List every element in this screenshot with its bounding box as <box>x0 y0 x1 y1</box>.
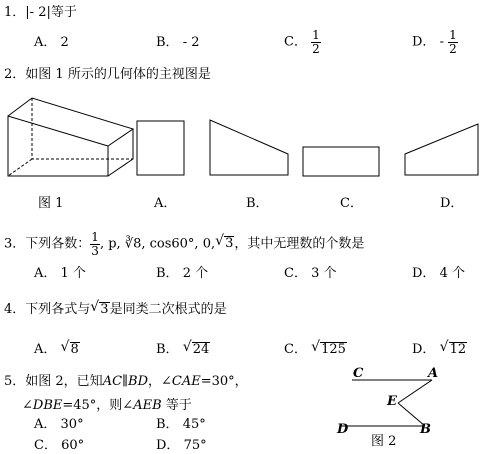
q5-line-2: ∠DBE=45°，则∠AEB 等于 <box>22 398 192 413</box>
q4-option-b[interactable]: B． √ 24 <box>156 342 210 357</box>
option-a-square[interactable] <box>137 121 184 175</box>
q4-stem <box>4 302 227 317</box>
figure-2-caption: 图 2 <box>371 434 397 449</box>
q1-option-d[interactable]: D． - $\frac{1}{2}$ <box>412 28 457 56</box>
q3-stem <box>4 231 364 257</box>
fig2-point-d: D <box>337 422 349 437</box>
q3-prefix: 下列各数： <box>25 236 91 252</box>
fig2-point-c: C <box>353 366 364 381</box>
q2-text: 如图 1 所示的几何体的主视图是 <box>25 67 211 82</box>
q3-option-b[interactable]: B． 2 个 <box>156 266 209 281</box>
figure-1-caption: 图 1 <box>38 196 64 211</box>
fig2-point-b: B <box>420 422 431 437</box>
q1-number: 1． <box>4 5 26 20</box>
q3-suffix: ，其中无理数的个数是 <box>234 236 365 252</box>
q3-option-d[interactable]: D． 4 个 <box>412 266 465 281</box>
q1-option-c-fraction: $\frac{1}{2}$ <box>312 28 320 56</box>
q3-option-a[interactable]: A． 1 个 <box>34 266 86 281</box>
q1-abs-bar-right: | <box>46 5 51 20</box>
q1-option-c[interactable]: C． $\frac{1}{2}$ <box>284 28 320 56</box>
figure-2 <box>340 380 432 426</box>
q4-number: 4． <box>4 302 26 317</box>
q5-option-a[interactable]: A． 30° <box>34 417 84 432</box>
option-c-rectangle[interactable] <box>303 147 379 176</box>
q1-abs-bar-left: | <box>25 5 30 20</box>
q4-option-c[interactable]: C． √ 125 <box>284 342 347 357</box>
q2-option-a-label[interactable]: A． <box>154 196 177 211</box>
q3-sqrt: √ 3 <box>215 236 234 251</box>
q4-suffix: 是同类二次根式的是 <box>109 302 227 317</box>
q4-prefix: 下列各式与 <box>25 302 91 317</box>
q1-abs-expr: - 2 <box>29 5 47 20</box>
option-b-trapezoid[interactable] <box>210 120 288 175</box>
q4-option-d[interactable]: D． √ 12 <box>412 342 467 357</box>
q2-option-b-label[interactable]: B． <box>246 196 269 211</box>
q2-option-d-label[interactable]: D． <box>440 196 464 211</box>
q1-option-a[interactable]: A． 2 <box>34 35 69 50</box>
q1-option-d-fraction: $\frac{1}{2}$ <box>449 28 457 56</box>
q5-option-b[interactable]: B． 45° <box>156 417 206 432</box>
option-d-trapezoid[interactable] <box>405 124 478 175</box>
q5-number: 5． <box>4 374 26 389</box>
figure-1-solid <box>8 98 133 176</box>
q3-option-c[interactable]: C． 3 个 <box>284 266 337 281</box>
fig2-point-a: A <box>428 366 439 381</box>
q1-option-b[interactable]: B． - 2 <box>156 35 200 50</box>
q2-number: 2． <box>4 67 26 82</box>
q3-number: 3． <box>4 236 26 252</box>
q4-option-a[interactable]: A． √ 8 <box>34 342 80 357</box>
q1-text: 等于 <box>50 5 77 20</box>
fig2-point-e: E <box>387 394 397 409</box>
q2-option-c-label[interactable]: C． <box>340 196 363 211</box>
q3-list: , p, ∛8, cos60°, 0, <box>99 236 216 252</box>
q5-line-1: 5．如图 2，已知AC∥BD，∠CAE=30°， <box>4 374 248 389</box>
q4-sqrt: √ 3 <box>90 302 109 317</box>
q5-option-d[interactable]: D． 75° <box>156 438 207 453</box>
q3-fraction: $\frac{1}{3}$ <box>91 230 99 258</box>
q5-option-c[interactable]: C． 60° <box>34 438 85 453</box>
